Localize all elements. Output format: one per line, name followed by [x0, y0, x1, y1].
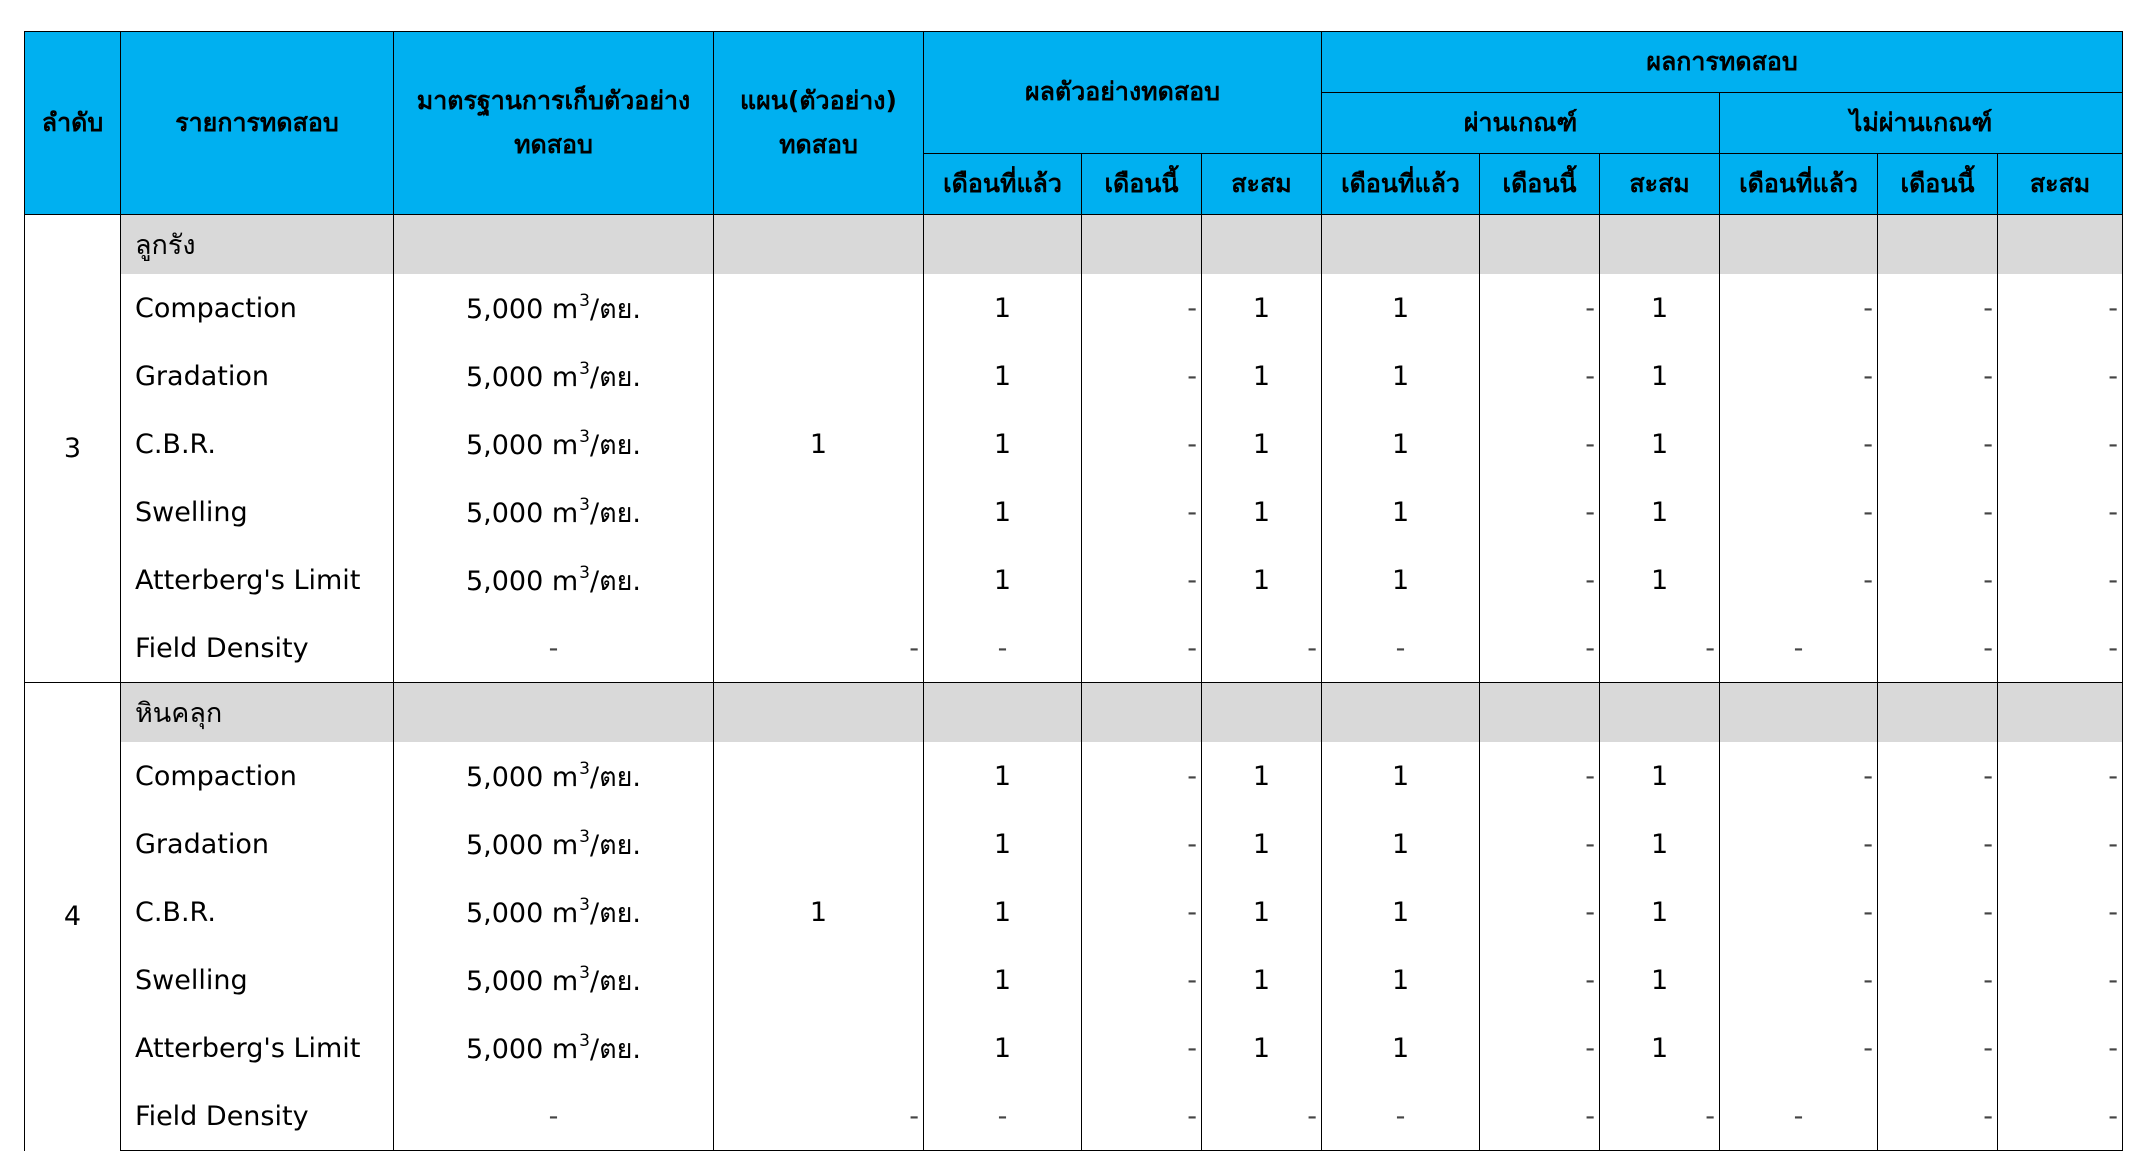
- cell-fail-prev: -: [1720, 274, 1878, 342]
- table-header: [25, 32, 2123, 215]
- header-pass: ผ่านเกณฑ์: [1322, 93, 1720, 154]
- cubic-exponent: 3: [579, 290, 590, 311]
- cell-pass-this: -: [1480, 478, 1600, 546]
- cell-pass-cum: -: [1600, 614, 1720, 683]
- cell-fail-cum: -: [1998, 878, 2123, 946]
- standard-value: 5,000 m: [465, 429, 579, 461]
- sampling-standard: [394, 478, 714, 546]
- standard-unit: /ตย.: [589, 429, 642, 461]
- header-seq: ลำดับ: [25, 32, 121, 215]
- cell-samples-prev: 1: [924, 478, 1082, 546]
- seq-number: 4: [25, 683, 121, 1151]
- cell-samples-this: -: [1082, 478, 1202, 546]
- standard-unit: /ตย.: [589, 761, 642, 793]
- category-name: ลูกรัง: [121, 215, 394, 275]
- cell-fail-prev: -: [1720, 878, 1878, 946]
- cubic-exponent: 3: [579, 1030, 590, 1051]
- category-fill-cell: [924, 683, 1082, 743]
- category-fill-cell: [1878, 215, 1998, 275]
- test-item-name: Field Density: [121, 1082, 394, 1151]
- table-row: [25, 878, 2123, 946]
- category-fill-cell: [1082, 683, 1202, 743]
- cell-samples-prev: 1: [924, 342, 1082, 410]
- cell-fail-this: -: [1878, 742, 1998, 810]
- standard-value: 5,000 m: [465, 293, 579, 325]
- cell-pass-this: -: [1480, 410, 1600, 478]
- header-samples-group: ผลตัวอย่างทดสอบ: [924, 32, 1322, 154]
- category-row: [25, 683, 2123, 743]
- cell-fail-cum: -: [1998, 342, 2123, 410]
- cell-pass-prev: 1: [1322, 410, 1480, 478]
- cell-pass-prev: 1: [1322, 274, 1480, 342]
- sampling-standard: [394, 410, 714, 478]
- cell-samples-this: -: [1082, 742, 1202, 810]
- standard-value: 5,000 m: [465, 897, 579, 929]
- cell-pass-cum: 1: [1600, 742, 1720, 810]
- cell-samples-cum: 1: [1202, 946, 1322, 1014]
- header-standard-line2: ทดสอบ: [514, 130, 593, 159]
- standard-value: 5,000 m: [465, 497, 579, 529]
- table-body: [25, 215, 2123, 1151]
- category-fill-cell: [1202, 683, 1322, 743]
- cell-fail-cum: -: [1998, 478, 2123, 546]
- test-item-name: Atterberg's Limit: [121, 546, 394, 614]
- standard-value: 5,000 m: [465, 361, 579, 393]
- plan-count: 1: [714, 742, 924, 1082]
- category-fill-cell: [1720, 683, 1878, 743]
- cell-samples-cum: -: [1202, 614, 1322, 683]
- cell-samples-this: -: [1082, 878, 1202, 946]
- cell-pass-prev: 1: [1322, 742, 1480, 810]
- cell-pass-prev: -: [1322, 614, 1480, 683]
- cell-samples-cum: 1: [1202, 478, 1322, 546]
- table-row: [25, 274, 2123, 342]
- category-fill-cell: [394, 683, 714, 743]
- cell-pass-this: -: [1480, 810, 1600, 878]
- category-fill-cell: [1998, 215, 2123, 275]
- cell-samples-cum: -: [1202, 1082, 1322, 1151]
- test-item-name: Gradation: [121, 810, 394, 878]
- test-item-name: Compaction: [121, 274, 394, 342]
- standard-value: 5,000 m: [465, 565, 579, 597]
- cubic-exponent: 3: [579, 894, 590, 915]
- standard-value: 5,000 m: [465, 829, 579, 861]
- sampling-standard: -: [394, 1082, 714, 1151]
- standard-value: 5,000 m: [465, 761, 579, 793]
- cell-samples-this: -: [1082, 410, 1202, 478]
- table-row: [25, 342, 2123, 410]
- cell-pass-cum: 1: [1600, 342, 1720, 410]
- cell-samples-prev: 1: [924, 878, 1082, 946]
- standard-unit: /ตย.: [589, 293, 642, 325]
- cell-samples-prev: -: [924, 614, 1082, 683]
- cell-pass-cum: 1: [1600, 410, 1720, 478]
- cell-fail-cum: -: [1998, 946, 2123, 1014]
- test-item-name: Compaction: [121, 742, 394, 810]
- header-plan-line2: ทดสอบ: [779, 130, 858, 159]
- standard-unit: /ตย.: [589, 829, 642, 861]
- test-item-name: Field Density: [121, 614, 394, 683]
- category-fill-cell: [1322, 683, 1480, 743]
- cell-pass-this: -: [1480, 1082, 1600, 1151]
- cell-fail-this: -: [1878, 614, 1998, 683]
- test-item-name: Atterberg's Limit: [121, 1014, 394, 1082]
- cell-fail-this: -: [1878, 546, 1998, 614]
- cell-pass-this: -: [1480, 1014, 1600, 1082]
- cell-samples-prev: 1: [924, 1014, 1082, 1082]
- cell-samples-prev: 1: [924, 946, 1082, 1014]
- cell-pass-prev: 1: [1322, 1014, 1480, 1082]
- header-samples-prev-month: เดือนที่แล้ว: [924, 154, 1082, 215]
- cell-fail-this: -: [1878, 342, 1998, 410]
- cell-fail-this: -: [1878, 478, 1998, 546]
- cell-fail-this: -: [1878, 810, 1998, 878]
- standard-value: 5,000 m: [465, 965, 579, 997]
- cell-samples-prev: 1: [924, 742, 1082, 810]
- standard-unit: /ตย.: [589, 897, 642, 929]
- header-pass-prev-month: เดือนที่แล้ว: [1322, 154, 1480, 215]
- cell-samples-prev: 1: [924, 546, 1082, 614]
- cubic-exponent: 3: [579, 358, 590, 379]
- cell-pass-prev: 1: [1322, 546, 1480, 614]
- table-row: [25, 410, 2123, 478]
- cell-fail-prev: -: [1720, 1014, 1878, 1082]
- header-fail-this-month: เดือนนี้: [1878, 154, 1998, 215]
- sampling-standard: [394, 546, 714, 614]
- sampling-standard: [394, 878, 714, 946]
- header-samples-cumulative: สะสม: [1202, 154, 1322, 215]
- cell-fail-this: -: [1878, 1014, 1998, 1082]
- category-fill-cell: [714, 215, 924, 275]
- test-item-name: Swelling: [121, 478, 394, 546]
- header-fail: ไม่ผ่านเกณฑ์: [1720, 93, 2123, 154]
- cell-pass-cum: 1: [1600, 274, 1720, 342]
- cell-pass-this: -: [1480, 946, 1600, 1014]
- cell-pass-prev: 1: [1322, 946, 1480, 1014]
- header-plan-line1: แผน(ตัวอย่าง): [740, 85, 897, 115]
- category-fill-cell: [1322, 215, 1480, 275]
- header-fail-prev-month: เดือนที่แล้ว: [1720, 154, 1878, 215]
- test-item-name: C.B.R.: [121, 878, 394, 946]
- header-item: รายการทดสอบ: [121, 32, 394, 215]
- cell-samples-this: -: [1082, 1014, 1202, 1082]
- plan-count: 1: [714, 274, 924, 614]
- header-standard: [394, 32, 714, 215]
- header-standard-line1: มาตรฐานการเก็บตัวอย่าง: [416, 85, 691, 115]
- cell-fail-prev: -: [1720, 742, 1878, 810]
- header-plan: [714, 32, 924, 215]
- cell-samples-cum: 1: [1202, 410, 1322, 478]
- category-fill-cell: [714, 683, 924, 743]
- category-fill-cell: [1480, 215, 1600, 275]
- header-results-group: ผลการทดสอบ: [1322, 32, 2123, 93]
- cell-samples-this: -: [1082, 274, 1202, 342]
- standard-value: 5,000 m: [465, 1033, 579, 1065]
- cell-fail-prev: -: [1720, 1082, 1878, 1151]
- cubic-exponent: 3: [579, 562, 590, 583]
- cell-pass-this: -: [1480, 742, 1600, 810]
- cell-samples-prev: -: [924, 1082, 1082, 1151]
- table-row: [25, 742, 2123, 810]
- table-row: [25, 614, 2123, 683]
- cubic-exponent: 3: [579, 826, 590, 847]
- cell-pass-cum: 1: [1600, 478, 1720, 546]
- category-name: หินคลุก: [121, 683, 394, 743]
- cell-samples-cum: 1: [1202, 810, 1322, 878]
- category-fill-cell: [1600, 683, 1720, 743]
- standard-unit: /ตย.: [589, 497, 642, 529]
- cell-samples-cum: 1: [1202, 342, 1322, 410]
- cell-samples-this: -: [1082, 342, 1202, 410]
- cell-fail-this: -: [1878, 410, 1998, 478]
- cell-fail-cum: -: [1998, 742, 2123, 810]
- category-fill-cell: [394, 215, 714, 275]
- cell-pass-cum: 1: [1600, 946, 1720, 1014]
- cell-pass-cum: 1: [1600, 878, 1720, 946]
- cell-samples-this: -: [1082, 614, 1202, 683]
- cell-samples-cum: 1: [1202, 274, 1322, 342]
- table-row: [25, 1014, 2123, 1082]
- test-item-name: Swelling: [121, 946, 394, 1014]
- table-row: [25, 810, 2123, 878]
- cell-fail-cum: -: [1998, 410, 2123, 478]
- test-item-name: C.B.R.: [121, 410, 394, 478]
- cell-fail-prev: -: [1720, 614, 1878, 683]
- test-results-sheet: [24, 31, 2122, 1139]
- cell-pass-prev: 1: [1322, 878, 1480, 946]
- cell-samples-cum: 1: [1202, 1014, 1322, 1082]
- cubic-exponent: 3: [579, 962, 590, 983]
- category-row: [25, 215, 2123, 275]
- cell-pass-this: -: [1480, 614, 1600, 683]
- cell-samples-this: -: [1082, 810, 1202, 878]
- cell-fail-cum: -: [1998, 546, 2123, 614]
- table-row: [25, 1082, 2123, 1151]
- plan-count: -: [714, 614, 924, 683]
- sampling-standard: -: [394, 614, 714, 683]
- cell-pass-cum: 1: [1600, 810, 1720, 878]
- category-fill-cell: [1998, 683, 2123, 743]
- standard-unit: /ตย.: [589, 565, 642, 597]
- header-pass-cumulative: สะสม: [1600, 154, 1720, 215]
- cubic-exponent: 3: [579, 494, 590, 515]
- cell-fail-this: -: [1878, 946, 1998, 1014]
- header-samples-this-month: เดือนนี้: [1082, 154, 1202, 215]
- sampling-standard: [394, 342, 714, 410]
- category-fill-cell: [1878, 683, 1998, 743]
- cell-pass-this: -: [1480, 342, 1600, 410]
- table-row: [25, 478, 2123, 546]
- cell-fail-cum: -: [1998, 1014, 2123, 1082]
- cell-pass-cum: 1: [1600, 1014, 1720, 1082]
- test-item-name: Gradation: [121, 342, 394, 410]
- cell-fail-this: -: [1878, 274, 1998, 342]
- cell-samples-cum: 1: [1202, 742, 1322, 810]
- cell-fail-prev: -: [1720, 478, 1878, 546]
- sampling-standard: [394, 946, 714, 1014]
- cell-samples-this: -: [1082, 546, 1202, 614]
- category-fill-cell: [1600, 215, 1720, 275]
- sampling-standard: [394, 1014, 714, 1082]
- standard-unit: /ตย.: [589, 1033, 642, 1065]
- header-pass-this-month: เดือนนี้: [1480, 154, 1600, 215]
- table-row: [25, 546, 2123, 614]
- sampling-standard: [394, 742, 714, 810]
- cell-pass-this: -: [1480, 274, 1600, 342]
- header-fail-cumulative: สะสม: [1998, 154, 2123, 215]
- category-fill-cell: [1480, 683, 1600, 743]
- cell-fail-cum: -: [1998, 1082, 2123, 1151]
- cell-fail-prev: -: [1720, 410, 1878, 478]
- cell-samples-this: -: [1082, 946, 1202, 1014]
- cell-fail-prev: -: [1720, 342, 1878, 410]
- seq-number: 3: [25, 215, 121, 683]
- cell-samples-cum: 1: [1202, 878, 1322, 946]
- cell-fail-cum: -: [1998, 614, 2123, 683]
- cell-pass-this: -: [1480, 878, 1600, 946]
- cubic-exponent: 3: [579, 426, 590, 447]
- cell-pass-prev: 1: [1322, 342, 1480, 410]
- cell-fail-prev: -: [1720, 546, 1878, 614]
- cell-samples-prev: 1: [924, 810, 1082, 878]
- sampling-standard: [394, 810, 714, 878]
- cell-fail-this: -: [1878, 878, 1998, 946]
- category-fill-cell: [1082, 215, 1202, 275]
- cell-fail-prev: -: [1720, 946, 1878, 1014]
- plan-count: -: [714, 1082, 924, 1151]
- cell-fail-cum: -: [1998, 274, 2123, 342]
- cell-pass-prev: -: [1322, 1082, 1480, 1151]
- cell-samples-cum: 1: [1202, 546, 1322, 614]
- cell-samples-this: -: [1082, 1082, 1202, 1151]
- test-results-table: [24, 31, 2123, 1151]
- cubic-exponent: 3: [579, 758, 590, 779]
- cell-pass-cum: 1: [1600, 546, 1720, 614]
- cell-samples-prev: 1: [924, 274, 1082, 342]
- category-fill-cell: [1720, 215, 1878, 275]
- cell-samples-prev: 1: [924, 410, 1082, 478]
- cell-fail-prev: -: [1720, 810, 1878, 878]
- standard-unit: /ตย.: [589, 361, 642, 393]
- cell-pass-this: -: [1480, 546, 1600, 614]
- cell-pass-prev: 1: [1322, 810, 1480, 878]
- standard-unit: /ตย.: [589, 965, 642, 997]
- category-fill-cell: [1202, 215, 1322, 275]
- category-fill-cell: [924, 215, 1082, 275]
- cell-pass-cum: -: [1600, 1082, 1720, 1151]
- cell-fail-this: -: [1878, 1082, 1998, 1151]
- cell-fail-cum: -: [1998, 810, 2123, 878]
- cell-pass-prev: 1: [1322, 478, 1480, 546]
- table-row: [25, 946, 2123, 1014]
- sampling-standard: [394, 274, 714, 342]
